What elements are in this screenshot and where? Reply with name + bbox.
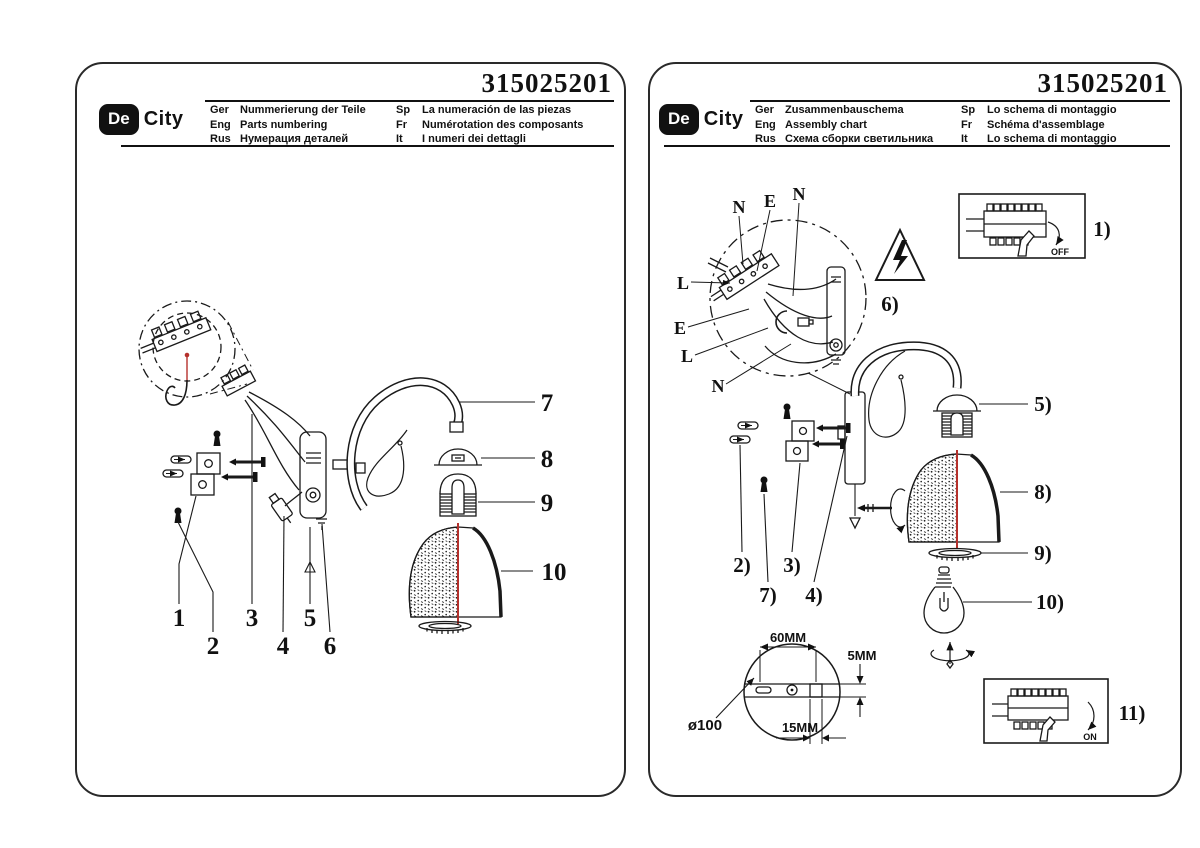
part-number-1: 1 [172,605,186,632]
glass-shade [907,450,999,548]
wire-connector [218,364,255,396]
step-4: 4) [805,583,823,607]
lamp-socket [440,474,476,516]
ceiling-hook [166,380,187,405]
step-11: 11) [1118,701,1146,725]
lamp-arm [351,382,463,508]
lang-value: I numeri dei dettagli [422,133,526,145]
wire-label-n: N [792,184,806,204]
lang-value: Lo schema di montaggio [987,133,1117,145]
screws [221,457,266,482]
cord-plug [267,492,297,526]
parts-numbering-panel [75,62,626,797]
shade-ring [419,622,471,635]
lang-value: Numérotation des composants [422,118,584,131]
wire-label-e: E [763,191,777,211]
part-number-4: 4 [276,633,290,660]
assembly-diagram [650,64,1180,795]
hand-icon [1018,231,1034,256]
step-2: 2) [733,553,751,577]
part-number-8: 8 [540,446,554,473]
terminal-block [704,246,779,306]
lang-value: Schéma d'assemblage [987,118,1105,131]
lang-key: Fr [961,118,972,131]
lang-value: Nummerierung der Teile [240,104,366,116]
dim-60mm: 60MM [769,630,807,645]
part-number-9: 9 [540,490,554,517]
wall-plate-detail [827,267,845,364]
logo-de-badge: De [99,104,139,135]
wiring-detail-circle [704,220,866,394]
lang-value: Parts numbering [240,118,328,131]
wire-label-leaders [688,203,799,384]
wire-label-n: N [711,376,725,396]
lang-value: Lo schema di montaggio [987,104,1117,116]
wire-label-l: L [680,346,694,366]
part-number-10: 10 [541,559,567,586]
lang-key: Rus [210,133,231,145]
product-code: 315025201 [1037,68,1168,98]
socket-assembly [933,395,981,437]
wire-label-n: N [732,197,746,217]
light-bulb [924,567,964,633]
lang-key: Fr [396,118,407,131]
step-10: 10) [1036,590,1064,614]
terminal-detail-circle [136,301,253,405]
step-5: 5) [1034,392,1052,416]
mounting-hardware [730,404,851,493]
lang-value: Схема сборки светильника [785,133,934,145]
step-3: 3) [783,553,801,577]
step-1: 1) [1093,217,1111,241]
wire-label-e: E [673,318,687,338]
logo-de-badge: De [659,104,699,135]
mounting-hardware [163,431,266,524]
lang-key: Rus [755,133,776,145]
cable-clip [776,311,787,333]
socket-cap [434,449,482,465]
part-number-2: 2 [206,633,220,660]
product-code: 315025201 [481,68,612,98]
wall-plate [300,432,327,530]
high-voltage-icon [876,230,924,280]
bulb-rotate-icon [931,642,969,668]
lang-key: Eng [755,118,776,131]
part-numbers [173,390,567,660]
part-number-6: 6 [323,633,337,660]
part-number-5: 5 [303,605,317,632]
rotate-arrow [891,489,905,527]
exploded-view-diagram [77,64,624,795]
assembly-chart-panel [648,62,1182,797]
lang-key: Ger [210,104,229,116]
dim-15mm: 15MM [781,720,819,735]
switch-state-labels [1051,247,1097,742]
lang-key: It [961,133,968,145]
lang-key: Ger [755,104,774,116]
lang-key: Sp [961,104,976,116]
wire-label-l: L [676,273,690,293]
glass-shade [409,523,501,624]
lang-key: Sp [396,104,411,116]
step-7: 7) [759,583,777,607]
lang-key: Eng [210,118,231,131]
step-9: 9) [1034,541,1052,565]
dim-5mm: 5MM [847,648,877,663]
dim-diameter: ø100 [687,717,723,734]
arm-cord [367,430,407,496]
shade-ring [929,549,981,562]
on-label: ON [1083,732,1097,742]
lang-key: It [396,133,403,145]
step-8: 8) [1034,480,1052,504]
lang-value: La numeración de las piezas [422,104,572,116]
part-number-7: 7 [540,390,554,417]
wire-labels [674,184,806,396]
logo-city-text: City [703,108,744,130]
step-6: 6) [881,292,899,316]
lang-value: Zusammenbauschema [785,104,904,116]
lang-value: Assembly chart [785,118,867,131]
lang-value: Нумерация деталей [240,133,349,145]
part-number-3: 3 [245,605,259,632]
logo-city-text: City [143,108,184,130]
off-label: OFF [1051,247,1069,257]
